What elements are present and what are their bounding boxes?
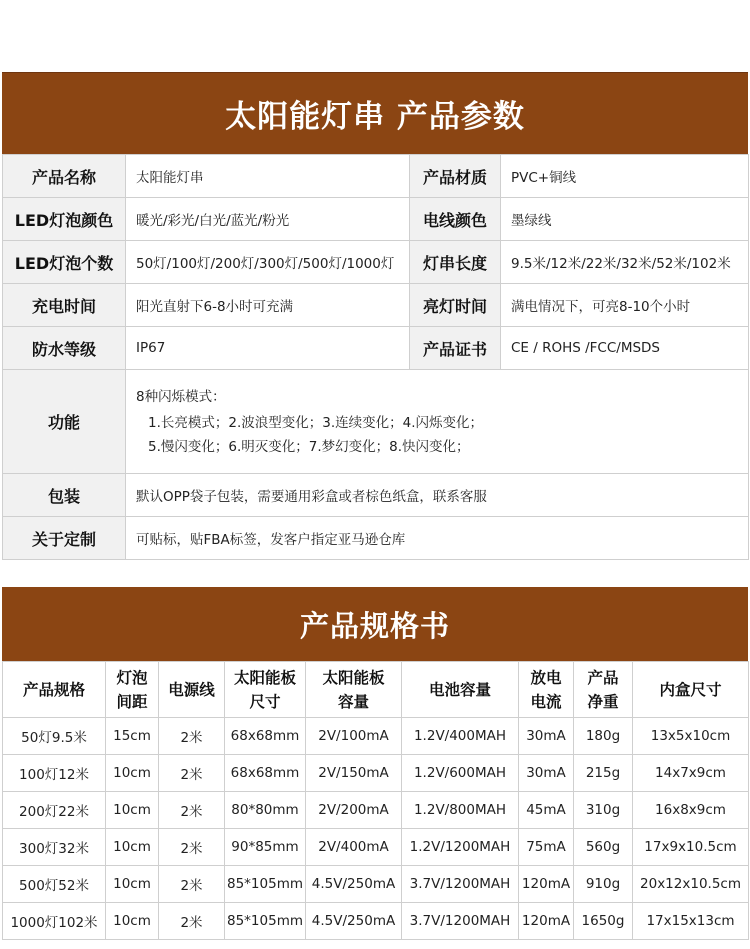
spec-header-cell (519, 662, 574, 718)
spec-header-cell (574, 662, 633, 718)
param-label: 防水等级 (3, 327, 126, 370)
spec-cell: 3.7V/1200MAH (402, 866, 519, 903)
spec-header-text-2: 尺寸 (249, 692, 281, 711)
spec-header-text: 太阳能板 (233, 668, 296, 687)
spec-header-cell (306, 662, 402, 718)
spec-cell: 45mA (519, 792, 574, 829)
spec-cell: 1.2V/800MAH (402, 792, 519, 829)
param-label: 灯串长度 (410, 241, 501, 284)
param-value: CE / ROHS /FCC/MSDS (501, 327, 749, 370)
spec-cell: 215g (574, 755, 633, 792)
packaging-row (3, 474, 749, 517)
param-label: 产品名称 (3, 155, 126, 198)
spec-cell: 500灯52米 (3, 866, 106, 903)
spec-header-text: 放电 (530, 668, 562, 687)
spec-header-cell (402, 662, 519, 718)
spec-cell: 20x12x10.5cm (633, 866, 749, 903)
param-label: 亮灯时间 (410, 284, 501, 327)
spec-cell: 1000灯102米 (3, 903, 106, 940)
spec-header-text-2: 容量 (337, 692, 369, 711)
spec-cell: 10cm (106, 755, 159, 792)
spec-cell: 16x8x9cm (633, 792, 749, 829)
spec-cell: 2V/100mA (306, 718, 402, 755)
spec-cell: 90*85mm (225, 829, 306, 866)
spec-cell: 68x68mm (225, 755, 306, 792)
spec-cell: 17x15x13cm (633, 903, 749, 940)
spec-cell: 300灯32米 (3, 829, 106, 866)
spec-row (3, 903, 749, 940)
spec-cell: 10cm (106, 903, 159, 940)
spec-cell: 30mA (519, 755, 574, 792)
param-row (3, 241, 749, 284)
specs-title: 产品规格书 (2, 587, 748, 661)
spec-cell: 2米 (159, 755, 225, 792)
spec-cell: 13x5x10cm (633, 718, 749, 755)
spec-header-cell (3, 662, 106, 718)
spec-header-text: 内盒尺寸 (659, 680, 722, 699)
spec-row (3, 718, 749, 755)
spec-cell: 3.7V/1200MAH (402, 903, 519, 940)
function-row (3, 370, 749, 474)
spec-row (3, 866, 749, 903)
function-title: 8种闪烁模式： (136, 388, 226, 405)
spec-cell: 120mA (519, 866, 574, 903)
spec-cell: 10cm (106, 829, 159, 866)
param-value: 暖光/彩光/白光/蓝光/粉光 (126, 198, 410, 241)
spec-cell: 2米 (159, 829, 225, 866)
spec-cell: 75mA (519, 829, 574, 866)
params-title: 太阳能灯串 产品参数 (2, 72, 748, 154)
spec-cell: 2V/200mA (306, 792, 402, 829)
spec-cell: 4.5V/250mA (306, 866, 402, 903)
spec-cell: 100灯12米 (3, 755, 106, 792)
param-value: 太阳能灯串 (126, 155, 410, 198)
spec-header-text-2: 间距 (116, 692, 148, 711)
spec-cell: 1650g (574, 903, 633, 940)
spec-header-text: 灯泡 (116, 668, 148, 687)
param-value: 满电情况下，可亮8-10个小时 (501, 284, 749, 327)
spec-cell: 560g (574, 829, 633, 866)
spec-header-cell (106, 662, 159, 718)
spec-cell: 310g (574, 792, 633, 829)
custom-label: 关于定制 (3, 517, 126, 560)
spec-cell: 2米 (159, 718, 225, 755)
spec-cell: 2米 (159, 792, 225, 829)
spec-cell: 2米 (159, 903, 225, 940)
spec-header-text: 电池容量 (428, 680, 491, 699)
spec-cell: 180g (574, 718, 633, 755)
spec-cell: 15cm (106, 718, 159, 755)
spec-cell: 10cm (106, 792, 159, 829)
function-value (126, 370, 749, 474)
spec-header-cell (159, 662, 225, 718)
function-line-1: 1.长亮模式；2.波浪型变化；3.连续变化；4.闪烁变化； (148, 414, 484, 431)
param-row (3, 327, 749, 370)
param-row (3, 198, 749, 241)
param-label: LED灯泡个数 (3, 241, 126, 284)
param-value: 墨绿线 (501, 198, 749, 241)
custom-value: 可贴标，贴FBA标签，发客户指定亚马逊仓库 (126, 517, 749, 560)
param-label: 电线颜色 (410, 198, 501, 241)
packaging-label: 包装 (3, 474, 126, 517)
spec-cell: 1.2V/400MAH (402, 718, 519, 755)
custom-row (3, 517, 749, 560)
spec-cell: 2V/150mA (306, 755, 402, 792)
packaging-value: 默认OPP袋子包装，需要通用彩盒或者棕色纸盒，联系客服 (126, 474, 749, 517)
param-label: 产品材质 (410, 155, 501, 198)
spec-row (3, 829, 749, 866)
params-table (2, 154, 749, 560)
spec-row (3, 792, 749, 829)
spec-header-cell (225, 662, 306, 718)
spec-header-text-2: 电流 (530, 692, 562, 711)
spec-cell: 2米 (159, 866, 225, 903)
product-params-section (2, 72, 748, 560)
spec-row (3, 755, 749, 792)
param-row (3, 284, 749, 327)
param-value: 50灯/100灯/200灯/300灯/500灯/1000灯 (126, 241, 410, 284)
spec-header-text-2: 净重 (587, 692, 619, 711)
spec-cell: 80*80mm (225, 792, 306, 829)
spec-cell: 85*105mm (225, 903, 306, 940)
spec-header-text: 产品 (587, 668, 619, 687)
spec-cell: 14x7x9cm (633, 755, 749, 792)
spec-header-text: 产品规格 (22, 680, 85, 699)
spec-cell: 1.2V/600MAH (402, 755, 519, 792)
spec-cell: 1.2V/1200MAH (402, 829, 519, 866)
spec-cell: 200灯22米 (3, 792, 106, 829)
product-specs-section (2, 587, 748, 940)
param-label: LED灯泡颜色 (3, 198, 126, 241)
spec-cell: 17x9x10.5cm (633, 829, 749, 866)
param-value: IP67 (126, 327, 410, 370)
specs-header-row (3, 662, 749, 718)
param-label: 产品证书 (410, 327, 501, 370)
spec-cell: 2V/400mA (306, 829, 402, 866)
spec-cell: 85*105mm (225, 866, 306, 903)
function-label: 功能 (3, 370, 126, 474)
spec-cell: 120mA (519, 903, 574, 940)
param-row (3, 155, 749, 198)
spec-cell: 68x68mm (225, 718, 306, 755)
function-line-2: 5.慢闪变化；6.明灭变化；7.梦幻变化；8.快闪变化； (148, 438, 470, 455)
param-label: 充电时间 (3, 284, 126, 327)
spec-header-cell (633, 662, 749, 718)
spec-header-text: 太阳能板 (322, 668, 385, 687)
param-value: 9.5米/12米/22米/32米/52米/102米 (501, 241, 749, 284)
param-value: 阳光直射下6-8小时可充满 (126, 284, 410, 327)
spec-cell: 50灯9.5米 (3, 718, 106, 755)
spec-cell: 30mA (519, 718, 574, 755)
spec-cell: 10cm (106, 866, 159, 903)
spec-cell: 910g (574, 866, 633, 903)
specs-table (2, 661, 749, 940)
param-value: PVC+铜线 (501, 155, 749, 198)
spec-header-text: 电源线 (168, 680, 215, 699)
spec-cell: 4.5V/250mA (306, 903, 402, 940)
